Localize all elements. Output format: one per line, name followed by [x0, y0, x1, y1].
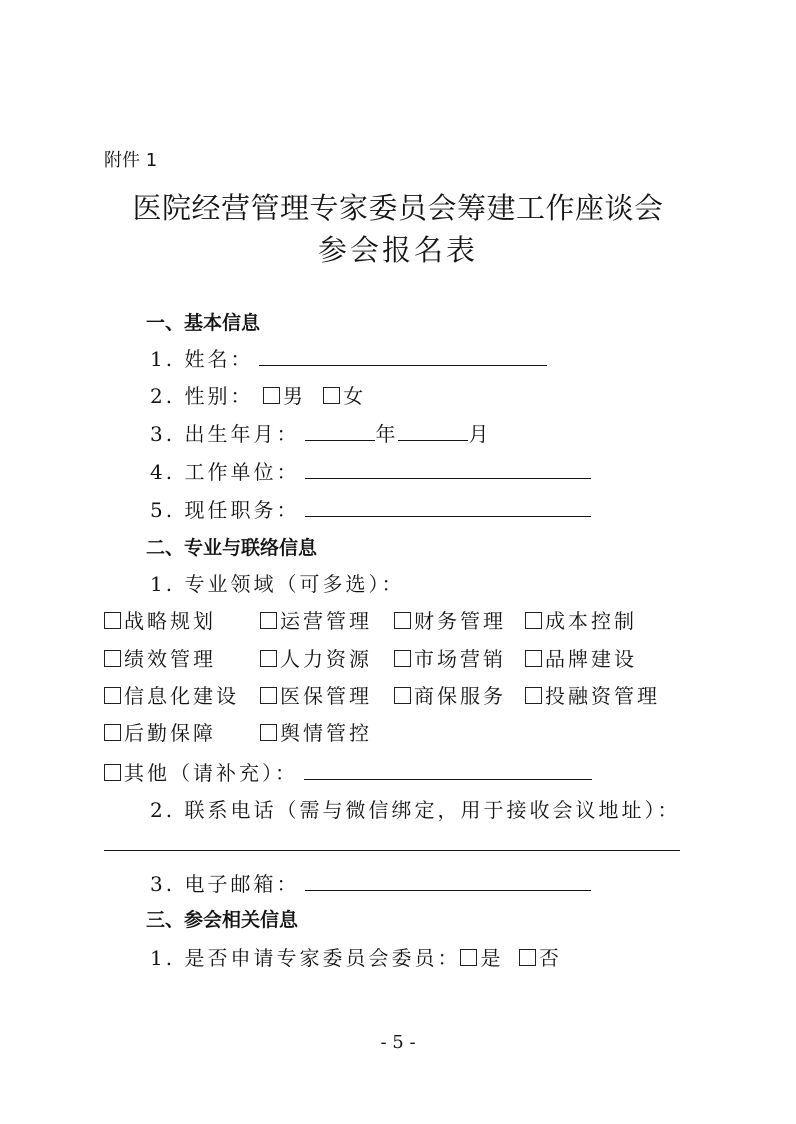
checkbox-icon[interactable]: [104, 687, 121, 704]
gender-label: 2. 性别：: [150, 384, 254, 408]
checkbox-icon[interactable]: [525, 687, 542, 704]
document-title: 医院经营管理专家委员会筹建工作座谈会: [132, 191, 664, 225]
checkbox-icon[interactable]: [323, 387, 340, 404]
gender-row: [150, 380, 366, 409]
section-meeting-heading: 三、参会相关信息: [146, 909, 299, 931]
email-field[interactable]: [305, 870, 591, 891]
phone-label: 2. 联系电话（需与微信绑定，用于接收会议地址）：: [150, 798, 681, 822]
checkbox-icon[interactable]: [460, 949, 477, 966]
name-label: 1. 姓名：: [150, 347, 254, 371]
field-option[interactable]: 舆情管控: [260, 717, 372, 746]
other-label: 其他（请补充）：: [124, 761, 298, 785]
email-label: 3. 电子邮箱：: [150, 872, 300, 896]
section-professional-heading: 二、专业与联络信息: [146, 537, 318, 559]
other-row: [104, 757, 592, 786]
field-option[interactable]: 市场营销: [394, 643, 506, 672]
birth-year-field[interactable]: [305, 420, 375, 441]
checkbox-icon[interactable]: [104, 612, 121, 629]
workplace-row: [150, 456, 591, 485]
birth-row: [150, 418, 491, 447]
gender-male-option[interactable]: 男: [263, 384, 306, 408]
apply-no-option[interactable]: 否: [519, 946, 562, 970]
checkbox-icon[interactable]: [260, 724, 277, 741]
checkbox-icon[interactable]: [104, 650, 121, 667]
email-row: [150, 868, 591, 897]
checkbox-icon[interactable]: [525, 612, 542, 629]
name-row: [150, 343, 547, 372]
field-option[interactable]: 人力资源: [260, 643, 372, 672]
field-label: 1. 专业领域（可多选）：: [150, 572, 405, 596]
field-option[interactable]: 运营管理: [260, 605, 372, 634]
field-option[interactable]: 后勤保障: [104, 717, 216, 746]
position-field[interactable]: [305, 496, 591, 517]
apply-label: 1. 是否申请专家委员会委员：: [150, 946, 461, 970]
other-field[interactable]: [304, 759, 592, 780]
checkbox-icon[interactable]: [260, 687, 277, 704]
checkbox-icon[interactable]: [260, 650, 277, 667]
field-option[interactable]: 成本控制: [525, 605, 637, 634]
field-option[interactable]: 绩效管理: [104, 643, 216, 672]
year-unit: 年: [375, 422, 399, 446]
checkbox-icon[interactable]: [394, 687, 411, 704]
checkbox-icon[interactable]: [394, 612, 411, 629]
field-option[interactable]: 医保管理: [260, 680, 372, 709]
gender-female-option[interactable]: 女: [323, 384, 366, 408]
field-option[interactable]: 财务管理: [394, 605, 506, 634]
position-row: [150, 494, 591, 523]
workplace-label: 4. 工作单位：: [150, 460, 300, 484]
name-field[interactable]: [259, 345, 547, 366]
document-subtitle: 参会报名表: [317, 233, 478, 267]
checkbox-icon[interactable]: [263, 387, 280, 404]
checkbox-icon[interactable]: [525, 650, 542, 667]
attachment-label: 附件 1: [104, 150, 158, 171]
checkbox-icon[interactable]: [260, 612, 277, 629]
checkbox-icon[interactable]: [394, 650, 411, 667]
birth-label: 3. 出生年月：: [150, 422, 300, 446]
apply-row: [150, 942, 562, 971]
position-label: 5. 现任职务：: [150, 498, 300, 522]
checkbox-icon[interactable]: [519, 949, 536, 966]
field-option[interactable]: 商保服务: [394, 680, 506, 709]
checkbox-icon[interactable]: [104, 764, 121, 781]
checkbox-icon[interactable]: [104, 724, 121, 741]
apply-yes-option[interactable]: 是: [460, 946, 503, 970]
month-unit: 月: [468, 422, 492, 446]
section-basic-info-heading: 一、基本信息: [146, 312, 261, 334]
birth-month-field[interactable]: [398, 420, 468, 441]
field-option[interactable]: 信息化建设: [104, 680, 239, 709]
phone-field[interactable]: [104, 850, 680, 851]
field-option[interactable]: 投融资管理: [525, 680, 660, 709]
workplace-field[interactable]: [305, 458, 591, 479]
page-number: - 5 -: [380, 1032, 416, 1053]
field-option[interactable]: 品牌建设: [525, 643, 637, 672]
field-option[interactable]: 战略规划: [104, 605, 216, 634]
